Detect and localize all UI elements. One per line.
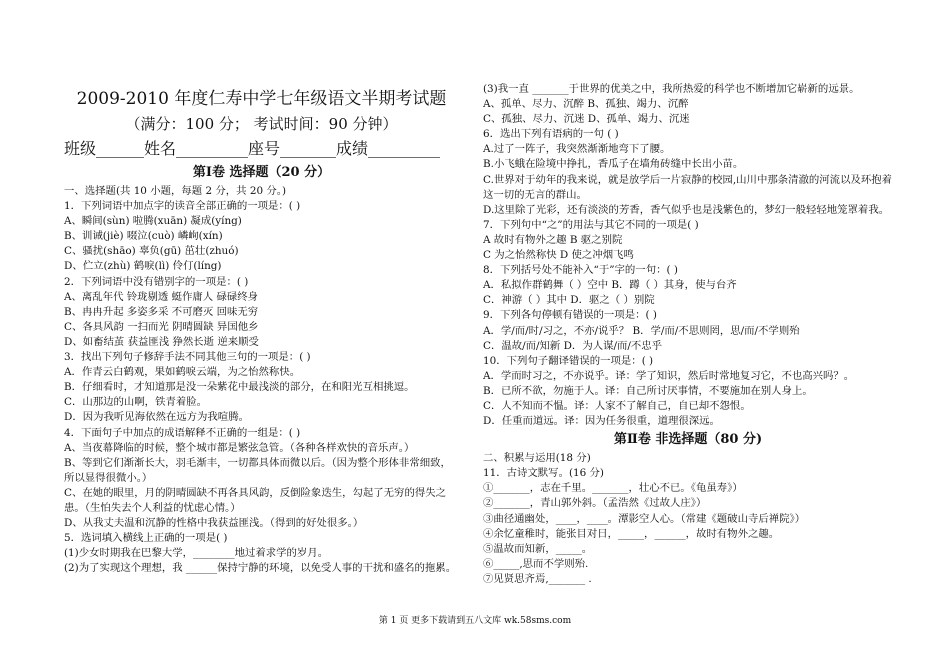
option-line: C 为之怡然称快 D 使之冲烟飞鸣 [483,249,634,262]
part2-heading: 第Ⅱ卷 非选择题（80 分) [613,432,763,448]
exam-title: 2009-2010 年度仁寿中学七年级语文半期考试题 [76,89,447,109]
fill-blank-line: ③曲径通幽处，____，____。潭影空人心。（常建《题破山寺后禅院》） [483,512,806,525]
part1-heading: 第Ⅰ卷 选择题（20 分） [192,165,331,180]
option-line: A、当夜幕降临的时候，整个城市都是繁弦急管。（各种各样欢快的音乐声。） [64,441,415,454]
option-line: A．学/而/时/习之，不亦/说乎？ B．学/而/不思则罔，思/而/不学则殆 [483,324,800,337]
option-line: C．人不知而不愠。译：人家不了解自己，自已却不怨恨。 [483,399,751,412]
question-line: 10．下列句子翻译错误的一项是：( ) [483,354,654,367]
option-line: A、离乱年代 铃珑剔透 蜓作庸人 碌碌终身 [64,290,259,303]
fill-blank-line: ⑤温故而知新，_____。 [483,542,593,555]
option-line: D．因为我听见海依然在远方为我喧腾。 [64,411,249,424]
sentence-line: (1)少女时期我在巴黎大学，________地过着求学的岁月。 [64,547,329,560]
option-line: C、骚扰(shāo) 辜负(gū) 茁壮(zhuó) [64,245,239,258]
option-line: A．作青云白鹤观，果如鹤唳云端，为之怡然称快。 [64,366,301,379]
option-line: B．仔细看时，才知道那是没一朵紫花中最浅淡的部分，在和阳光互相挑逗。 [64,381,415,394]
option-line: C．神游（ ）其中 D．驱之（ ）别院 [483,294,655,307]
option-line: B、冉冉升起 多姿多采 不可磨灭 回味无穷 [64,305,259,318]
option-paragraph: C、在她的眼里，月的阴晴圆缺不再各具风韵，反倒险象迭生，勾起了无穷的得失之患。（生怕失去个人利益的忧虑心情。） [64,486,447,514]
option-line: D、伫立(zhù) 鹤唳(lì) 伶仃(líng) [64,260,222,273]
text-line: 二、积累与运用(18 分) [483,452,591,465]
sentence-paragraph: (3)我一直 _______于世界的优美之中，我所热爱的科学也不断增加它崭新的远景。 [483,83,860,95]
question-line: 9．下列各句停顿有错误的一项是：( ) [483,309,657,322]
fill-blank-line: ④余忆童稚时，能张目对日，_____，______，故时有物外之趣。 [483,527,780,540]
option-line: A、孤单、尽力、沉醉 B、孤独、竭力、沉醉 [483,98,689,111]
option-paragraph: D.这里除了光彩，还有淡淡的芳香，香气似乎也是浅紫色的，梦幻一般轻轻地笼罩着我。 [483,203,890,216]
question-line: 3．找出下列句子修辞手法不同其他三句的一项是：( ) [64,351,311,364]
option-paragraph: B、等到它们渐渐长大，羽毛渐丰，一切都具体而微以后。（因为整个形体非常细致，所以显得很微小。） [64,456,451,484]
question-line: 7．下列句中“之”的用法与其它不同的一项是( ) [483,218,699,231]
question-line: 11．古诗文默写。(16 分) [483,467,604,480]
exam-subtitle: （满分：100 分； 考试时间：90 分钟） [125,115,398,133]
question-line: 8．下列括号处不能补入“于”字的一句：( ) [483,264,678,277]
fill-blank-line: ⑦见贤思齐焉,_______ . [483,572,592,585]
option-line: B.小飞蛾在险境中挣扎，香瓜子在墙角砖缝中长出小苗。 [483,158,744,171]
question-line: 5．选词填入横线上正确的一项是( ) [64,532,228,545]
option-line: C．山那边的山啊，铁青着脸。 [64,396,208,409]
option-line: D、从我丈夫温和沉静的性格中我获益匪浅。（得到的好处很多。） [64,517,364,530]
option-line: A．学而时习之，不亦说乎。译：学了知识，然后时常地复习它，不也高兴吗？。 [483,369,855,382]
option-line: B．已所不欲，勿施于人。译：自己所讨厌事情，不要施加在别人身上。 [483,384,813,397]
option-line: C、孤独、尽力、沉迷 D、孤单、竭力、沉迷 [483,113,690,126]
question-line: 2．下列词语中没有错别字的一项是：( ) [64,275,249,288]
option-line: C．温故/而/知新 D．为人谋/而/不忠乎 [483,339,663,352]
option-line: A 故时有物外之趣 B 驱之别院 [483,233,623,246]
text-line: 一、选择题(共 10 小题，每题 2 分，共 20 分。) [64,185,287,197]
option-line: D、如畜结茧 获益匪浅 狰然长逝 逆来顺受 [64,335,259,348]
option-line: D．任重而道远。译：因为任务很重，道理很深远。 [483,415,720,428]
option-line: A．私拟作群鹤舞（ ）空中 B．蹲（ ）其身，使与台齐 [483,279,737,292]
fill-blank-line: ⑥_____,思而不学则殆. [483,557,589,570]
right-column [483,0,893,587]
fill-blank-line: ②_______，青山郭外斜。（孟浩然《过故人庄》） [483,497,707,510]
question-line: 1．下列词语中加点字的读音全部正确的一项是：( ) [64,200,301,213]
option-line: B、训诫(jiè) 啜泣(cuò) 嶙峋(xín) [64,230,223,243]
fill-blank-line: ①_______，志在千里。_______，壮心不已。《龟虽寿》） [483,482,743,495]
sentence-paragraph: (2)为了实现这个理想，我 ______保持宁静的环境，以免受人事的干扰和盛名的拖累。 [64,562,457,575]
option-line: A.过了一阵子，我突然渐渐地弯下了腰。 [483,143,671,156]
left-column [64,0,459,576]
option-line: A、瞬间(sùn) 啦腾(xuān) 凝成(yíng) [64,215,242,228]
student-info-line: 班级______姓名_________座号_______成绩_________ [64,139,441,158]
question-line: 6．选出下列有语病的一句 ( ) [483,128,619,141]
option-line: C、各具风韵 一扫而光 阴晴圆缺 异国他乡 [64,320,259,333]
option-paragraph: C.世界对于幼年的我来说，就是放学后一片寂静的校园,山川中那条清澈的河流以及环抱着这一切的无言的群山。 [483,173,893,201]
page-footer: 第 1 页 更多下载请到五八文库 wk.58sms.com [378,616,572,626]
question-line: 4．下面句子中加点的成语解释不正确的一组是：( ) [64,426,301,439]
